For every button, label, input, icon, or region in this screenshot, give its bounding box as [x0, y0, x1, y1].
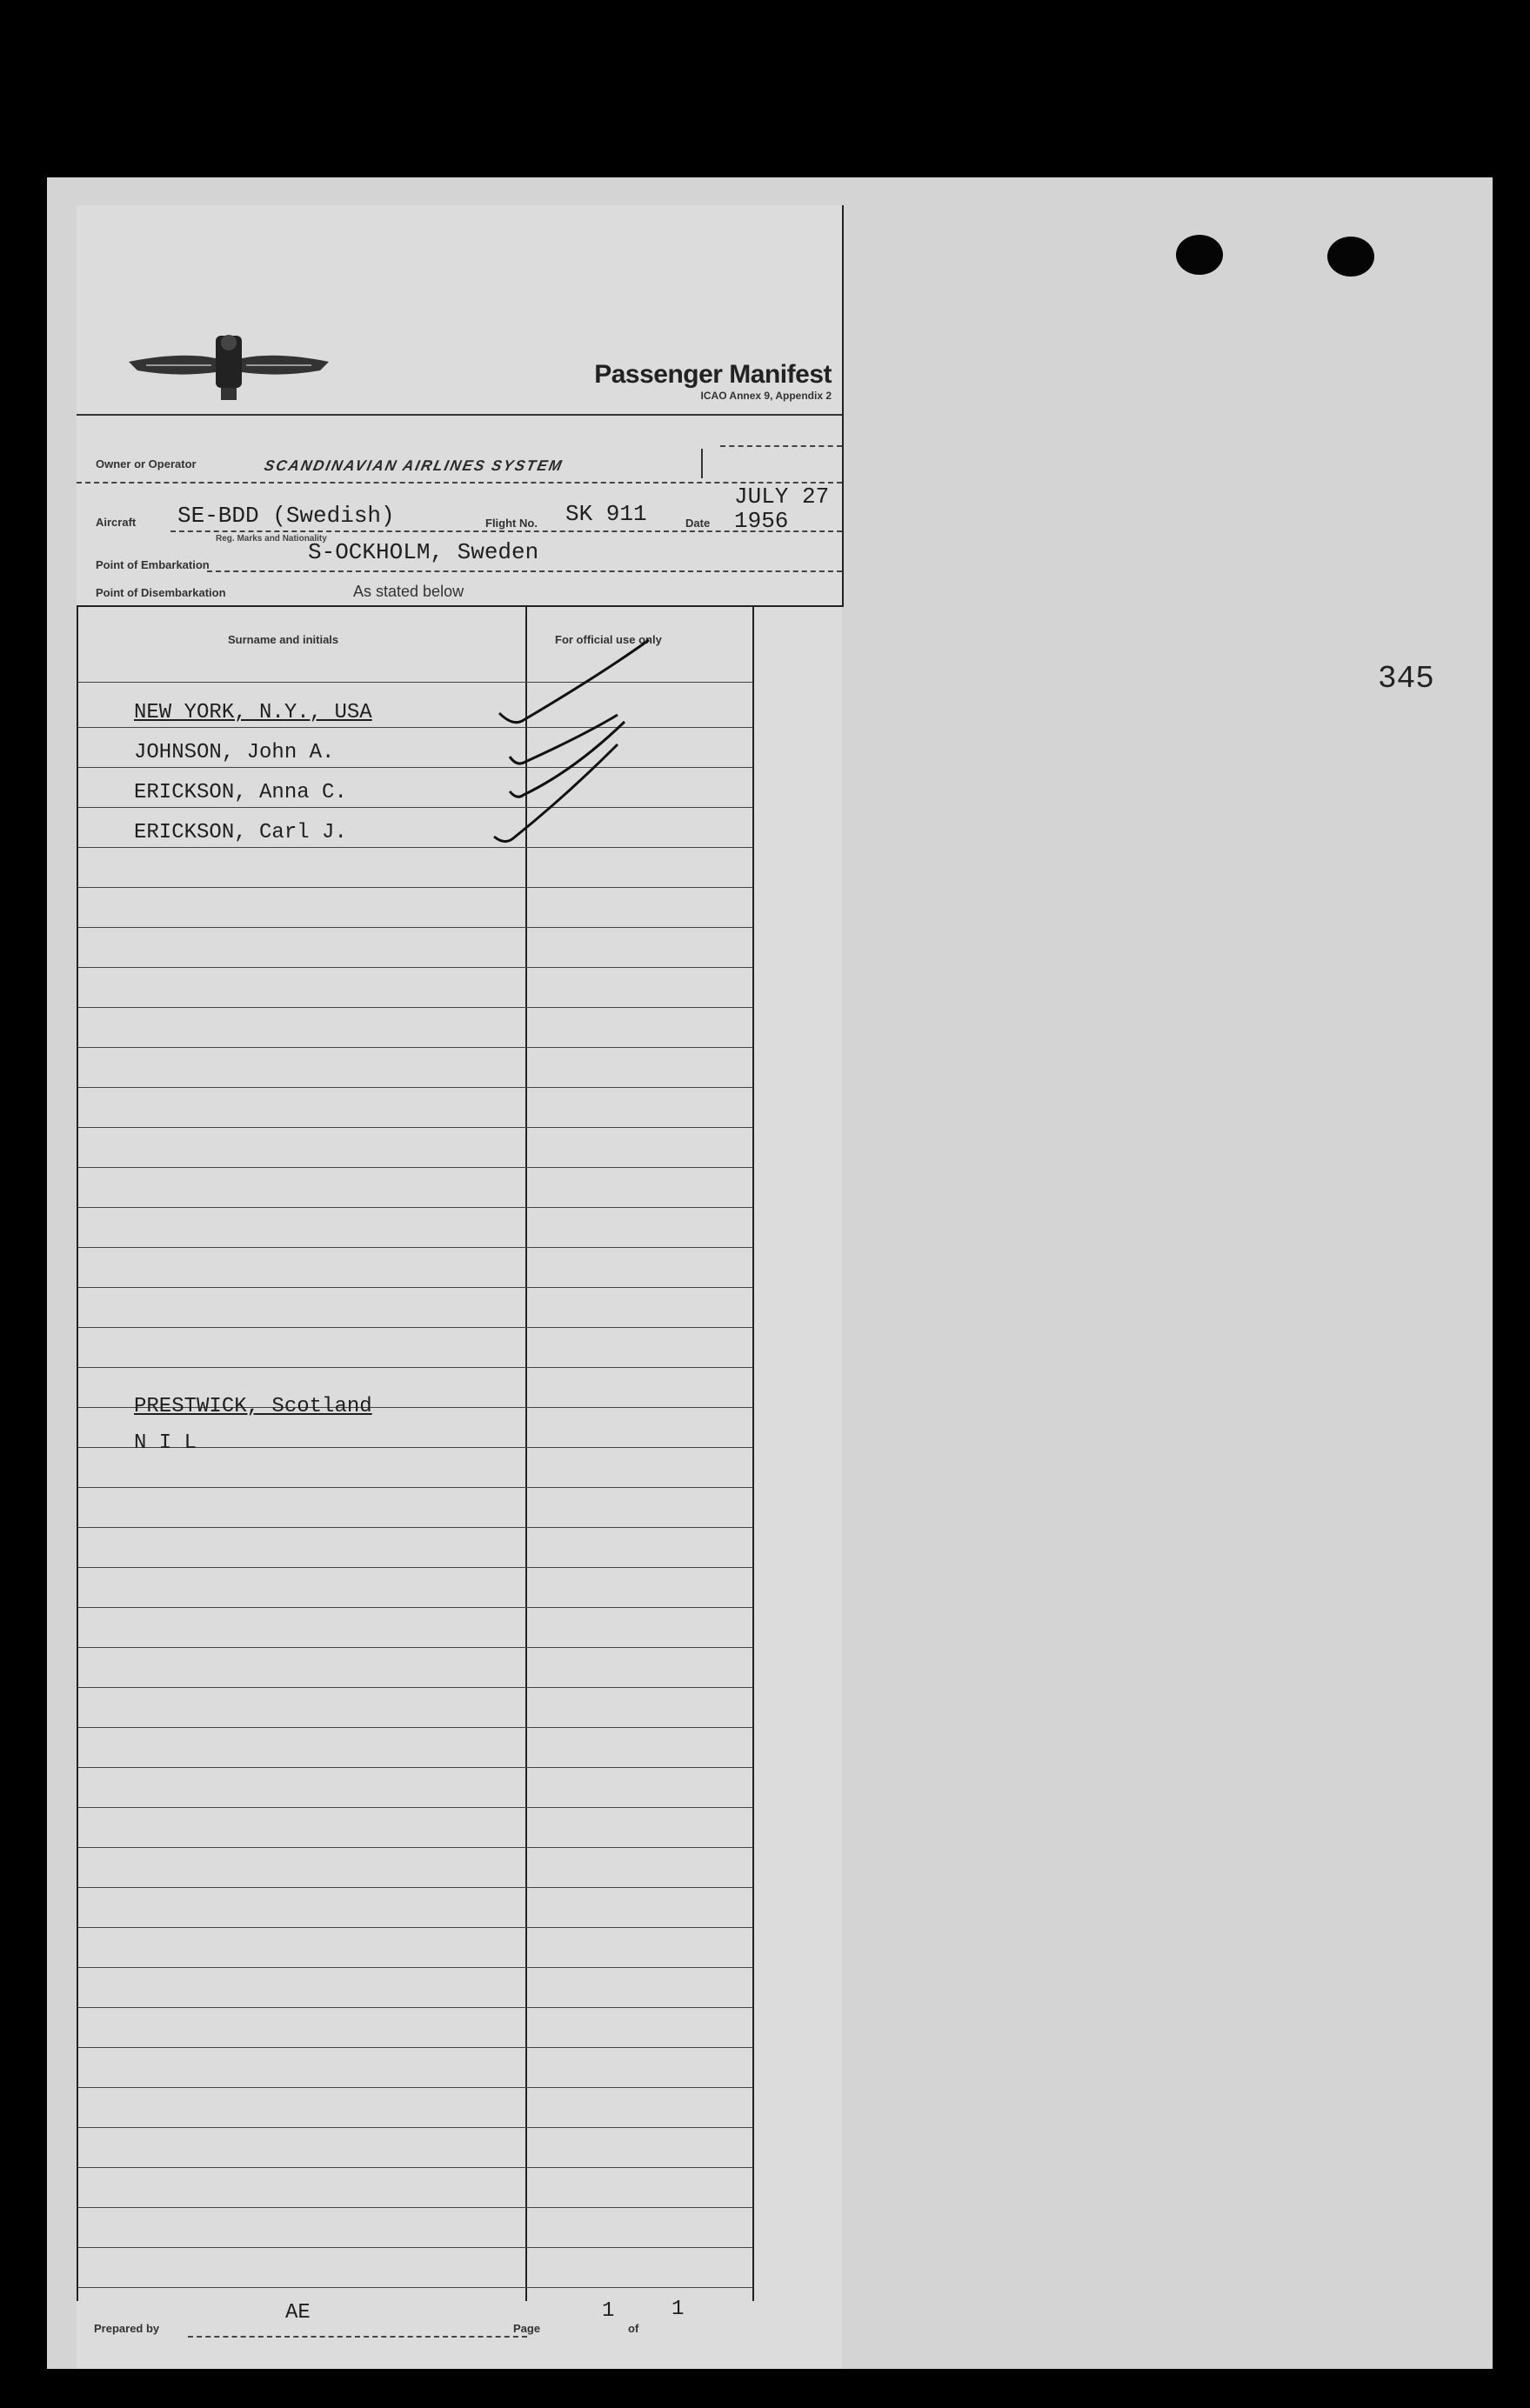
table-rule — [78, 1567, 752, 1568]
table-rule — [78, 1807, 752, 1808]
table-rule — [78, 967, 752, 968]
date-value-line2: 1956 — [734, 508, 789, 534]
manifest-form — [77, 205, 842, 2369]
aircraft-value: SE-BDD (Swedish) — [177, 503, 395, 529]
table-rule — [78, 1847, 752, 1848]
table-rule — [78, 1967, 752, 1968]
table-rule — [78, 2207, 752, 2208]
table-rule — [78, 1687, 752, 1688]
page-value: 1 — [602, 2299, 615, 2323]
table-rule — [78, 1487, 752, 1488]
prepared-by-label: Prepared by — [94, 2322, 160, 2335]
passenger-entry: ERICKSON, Anna C. — [134, 781, 347, 804]
passenger-entry: JOHNSON, John A. — [134, 741, 335, 764]
disembarkation-label: Point of Disembarkation — [96, 586, 226, 599]
table-rule — [78, 1607, 752, 1608]
table-rule — [78, 2247, 752, 2248]
table-rule — [78, 2127, 752, 2128]
table-rule — [78, 1047, 752, 1048]
table-rule — [78, 1127, 752, 1128]
table-rule — [78, 1167, 752, 1168]
form-subtitle: ICAO Annex 9, Appendix 2 — [700, 390, 832, 402]
date-value-line1: JULY 27 — [734, 484, 830, 510]
checkmarks — [78, 605, 752, 901]
prepared-by-value: AE — [285, 2301, 311, 2325]
passenger-entry: NEW YORK, N.Y., USA — [134, 701, 372, 724]
table-rule — [78, 1367, 752, 1368]
column-header-surname: Surname and initials — [228, 633, 339, 646]
manifest-header — [77, 205, 844, 607]
form-title: Passenger Manifest — [594, 360, 832, 389]
table-rule — [78, 1087, 752, 1088]
embarkation-value: S-OCKHOLM, Sweden — [308, 539, 539, 565]
page-number: 345 — [1378, 661, 1434, 697]
table-rule — [78, 1527, 752, 1528]
table-rule — [78, 2047, 752, 2048]
table-rule — [78, 2007, 752, 2008]
disembarkation-value: As stated below — [353, 583, 464, 600]
table-rule — [78, 1767, 752, 1768]
passenger-table — [77, 605, 754, 2301]
table-rule — [78, 1647, 752, 1648]
table-rule — [78, 1007, 752, 1008]
table-rule — [78, 927, 752, 928]
punch-hole — [1327, 237, 1374, 277]
airline-wings-logo — [129, 327, 329, 405]
table-rule — [78, 1287, 752, 1288]
table-rule — [78, 1887, 752, 1888]
table-rule — [78, 2167, 752, 2168]
table-rule — [78, 1327, 752, 1328]
owner-label: Owner or Operator — [96, 457, 197, 470]
flight-no-value: SK 911 — [565, 501, 647, 527]
passenger-entry: N I L — [134, 1431, 197, 1455]
table-rule — [78, 2087, 752, 2088]
embarkation-label: Point of Embarkation — [96, 558, 210, 571]
punch-hole — [1176, 235, 1223, 275]
of-label: of — [628, 2322, 639, 2335]
table-rule — [78, 1727, 752, 1728]
of-value: 1 — [671, 2298, 685, 2321]
flight-no-label: Flight No. — [485, 517, 538, 530]
aircraft-label: Aircraft — [96, 516, 137, 529]
table-rule — [78, 1247, 752, 1248]
owner-value: SCANDINAVIAN AIRLINES SYSTEM — [263, 457, 565, 474]
passenger-entry: PRESTWICK, Scotland — [134, 1395, 372, 1418]
page-label: Page — [513, 2322, 541, 2335]
date-label: Date — [685, 517, 711, 530]
column-header-official: For official use only — [555, 633, 662, 646]
table-rule — [78, 2287, 752, 2288]
table-rule — [78, 1927, 752, 1928]
passenger-entry: ERICKSON, Carl J. — [134, 821, 347, 844]
document-page — [47, 177, 1493, 2369]
table-rule — [78, 1207, 752, 1208]
aircraft-sublabel: Reg. Marks and Nationality — [216, 534, 327, 544]
